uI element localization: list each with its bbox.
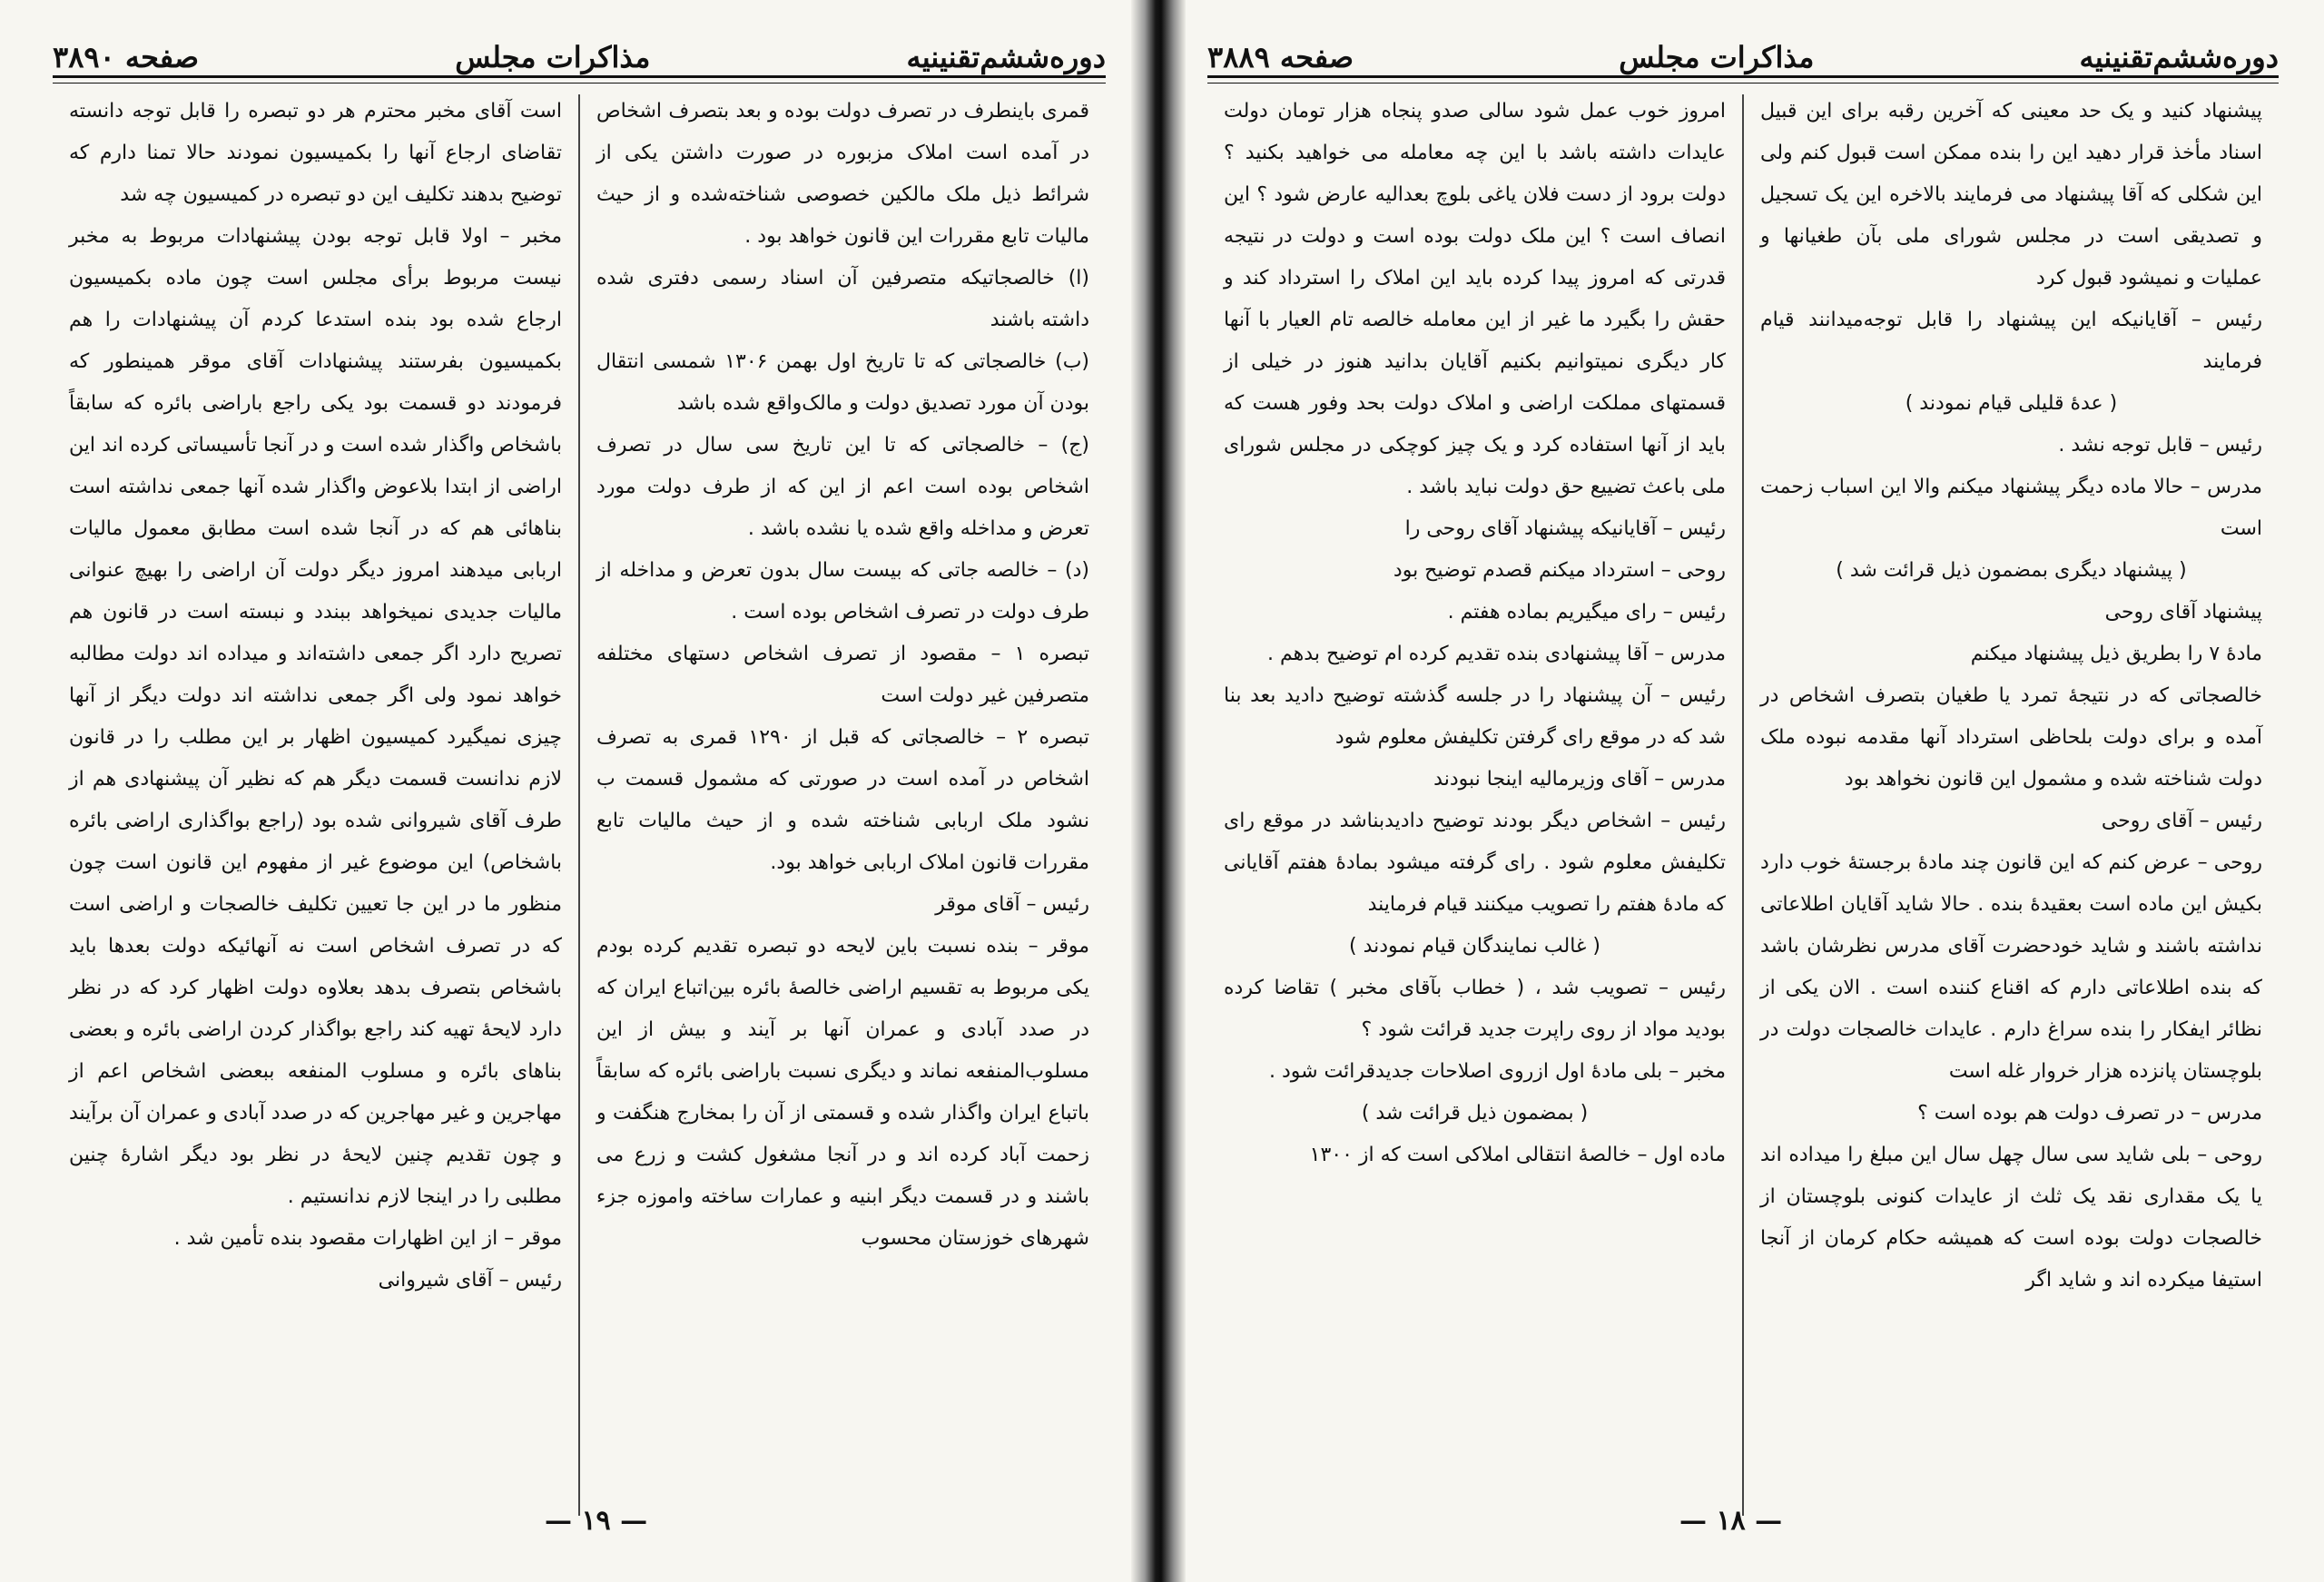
paragraph: مخبر – اولا قابل توجه بودن پیشنهادات مربوط به مخبر نیست مربوط برأی مجلس است چون ماده بکمیسیون ارجاع شده بود بنده استدعا کردم آن پیشنهادات را هم بکمیسیون بفرستند پیشنهادات آقای موقر همینطور که فرمودند دو قسمت بود یکی راجع باراضی بائره که سابقاً باشخاص واگذار شده است و در آنجا تأسیساتی کرده اند این اراضی از ابتدا بلاعوض واگذار شده آنها جمعی نداشته است بناهائی هم که در آنجا شده است مطابق معمول مالیات اربابی میدهند امروز دیگر دولت آن اراضی را بهیچ عنوانی مالیات جدیدی نمیخواهد ببندد و نبسته است در قانون هم تصریح دارد اگر جمعی داشته‌اند و میداده اند دولت مطالبه خواهد نمود ولی اگر جمعی نداشته اند دولت دیگر از آنها چیزی نمیگیرد کمیسیون اظهار بر این مطلب را در قانون لازم ندانست قسمت دیگر هم که نظیر آن پیشنهادی هم از طرف آقای شیروانی شده بود (راجع بواگذاری اراضی بائره باشخاص) این موضوع غیر از مفهوم این قانون است چون منظور ما در این جا تعیین تکلیف خالصجات و اراضی است که در تصرف اشخاص است نه آنهائیکه دولت بعدها باید باشخاص بتصرف بدهد بعلاوه دولت اظهار کرد که در نظر دارد لایحهٔ تهیه کند راجع بواگذار کردن اراضی بائره و بعضی بناهای بائره و مسلوب المنفعه ببعضی اشخاص اعم از مهاجرین و غیر مهاجرین که در صدد آبادی و عمران آن برآیند و چون تقدیم چنین لایحهٔ در نظر بود دیگر اشارهٔ چنین مطلبی را در اینجا لازم ندانستیم . <box>69 225 562 1208</box>
paragraph: رئیس – اشخاص دیگر بودند توضیح دادید‌بناشد در موقع رای تکلیفش معلوم شود . رای گرفته میشود بمادهٔ هفتم آقایانی که مادهٔ هفتم را تصویب میکنند قیام فرمایند <box>1224 810 1726 916</box>
paragraph: ( پیشنهاد دیگری بمضمون ذیل قرائت شد ) <box>1836 559 2187 582</box>
paragraph: روحی – بلی شاید سی سال چهل سال این مبلغ را میداده اند یا یک مقداری نقد یک ثلث از عایدات کنونی بلوچستان از خالصجات دولت بوده است که همیشه حکام کرمان از آنجا استیفا میکرده اند و شاید اگر <box>1760 1144 2262 1292</box>
left-page-session: دوره‌ششم‌تقنینیه <box>906 40 1106 74</box>
left-page-columns <box>53 91 1106 1516</box>
paragraph: پیشنهاد آقای روحی <box>2104 601 2262 624</box>
paragraph: ماده اول – خالصهٔ انتقالی املاکی است که از ۱۳۰۰ <box>1309 1144 1726 1166</box>
paragraph: رئیس – آقایانیکه پیشنهاد آقای روحی را <box>1404 517 1726 540</box>
left-page-number: صفحه ۳۸۹۰ <box>53 40 200 74</box>
paragraph: (د) – خالصه جاتی که بیست سال بدون تعرض و مداخله از طرف دولت در تصرف اشخاص بوده است . <box>596 559 1089 624</box>
paragraph: ( عدهٔ قلیلی قیام نمودند ) <box>1905 392 2118 415</box>
paragraph: تبصره ۱ – مقصود از تصرف اشخاص دستهای مختلفه متصرفین غیر دولت است <box>596 643 1089 707</box>
right-page-right-column <box>1744 91 2279 1516</box>
paragraph: رئیس – آقای روحی <box>2101 810 2262 832</box>
paragraph: (ج) – خالصجاتی که تا این تاریخ سی سال در تصرف اشخاص بوده است اعم از این که از طرف دولت مورد تعرض و مداخله واقع شده یا نشده باشد . <box>596 434 1089 540</box>
column-divider <box>578 94 580 1516</box>
paragraph: مدرس – آقای وزیرمالیه اینجا نبودند <box>1433 768 1726 791</box>
paragraph: پیشنهاد کنید و یک حد معینی که آخرین رقبه برای این قبیل اسناد مأخذ قرار دهید این را بنده ممکن است قبول کنم ولی این شکلی که آقا پیشنهاد می فرمایند بالاخره این یک تسجیل و تصدیقی است در مجلس شورای ملی بآن طغیانها و عملیات و نمیشود قبول کرد <box>1760 100 2262 290</box>
paragraph: رئیس – قابل توجه نشد . <box>2058 434 2262 457</box>
left-page-left-column <box>53 91 578 1516</box>
right-page-left-column <box>1207 91 1742 1516</box>
paragraph: ( بمضمون ذیل قرائت شد ) <box>1361 1102 1589 1125</box>
right-page-number: صفحه ۳۸۸۹ <box>1207 40 1354 74</box>
left-page-title: مذاکرات مجلس <box>455 40 651 74</box>
paragraph: موقر – بنده نسبت باین لایحه دو تبصره تقدیم کرده بودم یکی مربوط به تقسیم اراضی خالصهٔ بائره بین‌اتباع ایران که در صدد آبادی و عمران آنها بر آیند و بیش از این مسلوب‌المنفعه نماند و دیگری نسبت باراضی بائره که سابقاً باتباع ایران واگذار شده و قسمتی از آن را بمخارج هنگفت و زحمت آباد کرده اند و در آنجا مشغول کشت و زرع می باشند و در قسمت دیگر ابنیه و عمارات ساخته واموزه جزء شهرهای خوزستان محسوب <box>596 935 1089 1250</box>
paragraph: مدرس – حالا ماده دیگر پیشنهاد میکنم والا این اسباب زحمت است <box>1760 476 2262 540</box>
right-page-folio: — ۱۸ — <box>1679 1505 1783 1537</box>
right-page-session: دوره‌ششم‌تقنینیه <box>2079 40 2279 74</box>
paragraph: (ا) خالصجاتیکه متصرفین آن اسناد رسمی دفتری شده داشته باشند <box>596 267 1089 331</box>
left-page-right-column <box>580 91 1106 1516</box>
left-page <box>0 0 1146 1582</box>
left-page-folio: — ۱۹ — <box>545 1505 648 1537</box>
paragraph: (ب) خالصجاتی که تا تاریخ اول بهمن ۱۳۰۶ شمسی انتقال بودن آن مورد تصدیق دولت و مالک‌واقع شده باشد <box>596 350 1089 415</box>
column-divider <box>1742 94 1744 1516</box>
paragraph: قمری باینطرف در تصرف دولت بوده و بعد بتصرف اشخاص در آمده است املاک مزبوره در صورت داشتن یکی از شرائط ذیل ملک مالکین خصوصی شناخته‌شده و از حیث مالیات تابع مقررات این قانون خواهد بود . <box>596 100 1089 248</box>
paragraph: روحی – عرض کنم که این قانون چند مادهٔ برجستهٔ خوب دارد بکیش این ماده است بعقیدهٔ بنده . حالا شاید آقایان اطلاعاتی نداشته باشند و شاید خودحضرت آقای مدرس نظرشان باشد که بنده اطلاعاتی دارم که اقناع کننده است . الان یکی از نظائر ایفکار را بنده سراغ دارم . عایدات خالصجات دولت در بلوچستان پانزده هزار خروار غله است <box>1760 851 2262 1083</box>
paragraph: رئیس – آقای موقر <box>935 893 1089 916</box>
right-page-header <box>1207 27 2279 74</box>
right-page-columns <box>1207 91 2279 1516</box>
paragraph: روحی – استرداد میکنم قصدم توضیح بود <box>1393 559 1726 582</box>
paragraph: رئیس – آقایانیکه این پیشنهاد را قابل توجه‌میدانند قیام فرمایند <box>1760 309 2262 373</box>
left-page-header <box>53 27 1106 74</box>
paragraph: ( غالب نمایندگان قیام نمودند ) <box>1349 935 1600 958</box>
book-gutter <box>1131 0 1186 1582</box>
right-page <box>1171 0 2324 1582</box>
paragraph: رئیس – آن پیشنهاد را در جلسه گذشته توضیح دادید بعد بنا شد که در موقع رای گرفتن تکلیفش معلوم شود <box>1224 684 1726 749</box>
paragraph: امروز خوب عمل شود سالی صدو پنجاه هزار تومان دولت عایدات داشته باشد با این چه معامله می خواهید بکنید ؟ دولت برود از دست فلان یاغی بلوچ بعدالیه عارض شود ؟ این انصاف است ؟ این ملک دولت بوده است و دولت در نتیجه قدرتی که امروز پیدا کرده باید این املاک را استرداد کند و حقش را بگیرد ما غیر از این معامله خالصه تام العیار با آنها کار دیگری نمیتوانیم بکنیم آقایان بدانید هنوز در خیلی از قسمتهای مملکت اراضی و املاک دولت بحد وفور هست که باید از آنها استفاده کرد و یک چیز کوچکی در مجلس شورای ملی باعث تضییع حق دولت نباید باشد . <box>1224 100 1726 498</box>
paragraph: مدرس – آقا پیشنهادی بنده تقدیم کرده ام توضیح بدهم . <box>1267 643 1726 665</box>
paragraph: مدرس – در تصرف دولت هم بوده است ؟ <box>1917 1102 2262 1125</box>
paragraph: رئیس – رای میگیریم بماده هفتم . <box>1447 601 1726 624</box>
paragraph: رئیس – تصویب شد ، ( خطاب بآقای مخبر ) تقاضا کرده بودید مواد از روی راپرت جدید قرائت شود ؟ <box>1224 977 1726 1041</box>
paragraph: موقر – از این اظهارات مقصود بنده تأمین شد . <box>173 1227 562 1250</box>
paragraph: خالصجاتی که در نتیجهٔ تمرد یا طغیان بتصرف اشخاص در آمده و برای دولت بلحاظی استرداد آنها مقدمه نبوده ملک دولت شناخته شده و مشمول این قانون نخواهد بود <box>1760 684 2262 791</box>
right-page-title: مذاکرات مجلس <box>1619 40 1815 74</box>
paragraph: رئیس – آقای شیروانی <box>378 1269 562 1292</box>
paragraph: تبصره ۲ – خالصجاتی که قبل از ۱۲۹۰ قمری به تصرف اشخاص در آمده است در صورتی که مشمول قسمت ب نشود ملک اربابی شناخته شده و از حیث مالیات تابع مقررات قانون املاک اربابی خواهد بود. <box>596 726 1090 874</box>
header-rule <box>53 75 1106 84</box>
paragraph: است آقای مخبر محترم هر دو تبصره را قابل توجه دانسته تقاضای ارجاع آنها را بکمیسیون نمودند حالا تمنا دارم که توضیح بدهند تکلیف این دو تبصره در کمیسیون چه شد <box>69 100 562 206</box>
paragraph: مادهٔ ۷ را بطریق ذیل پیشنهاد میکنم <box>1970 643 2262 665</box>
header-rule <box>1207 75 2279 84</box>
paragraph: مخبر – بلی مادهٔ اول ازروی اصلاحات جدیدقرائت شود . <box>1268 1060 1726 1083</box>
